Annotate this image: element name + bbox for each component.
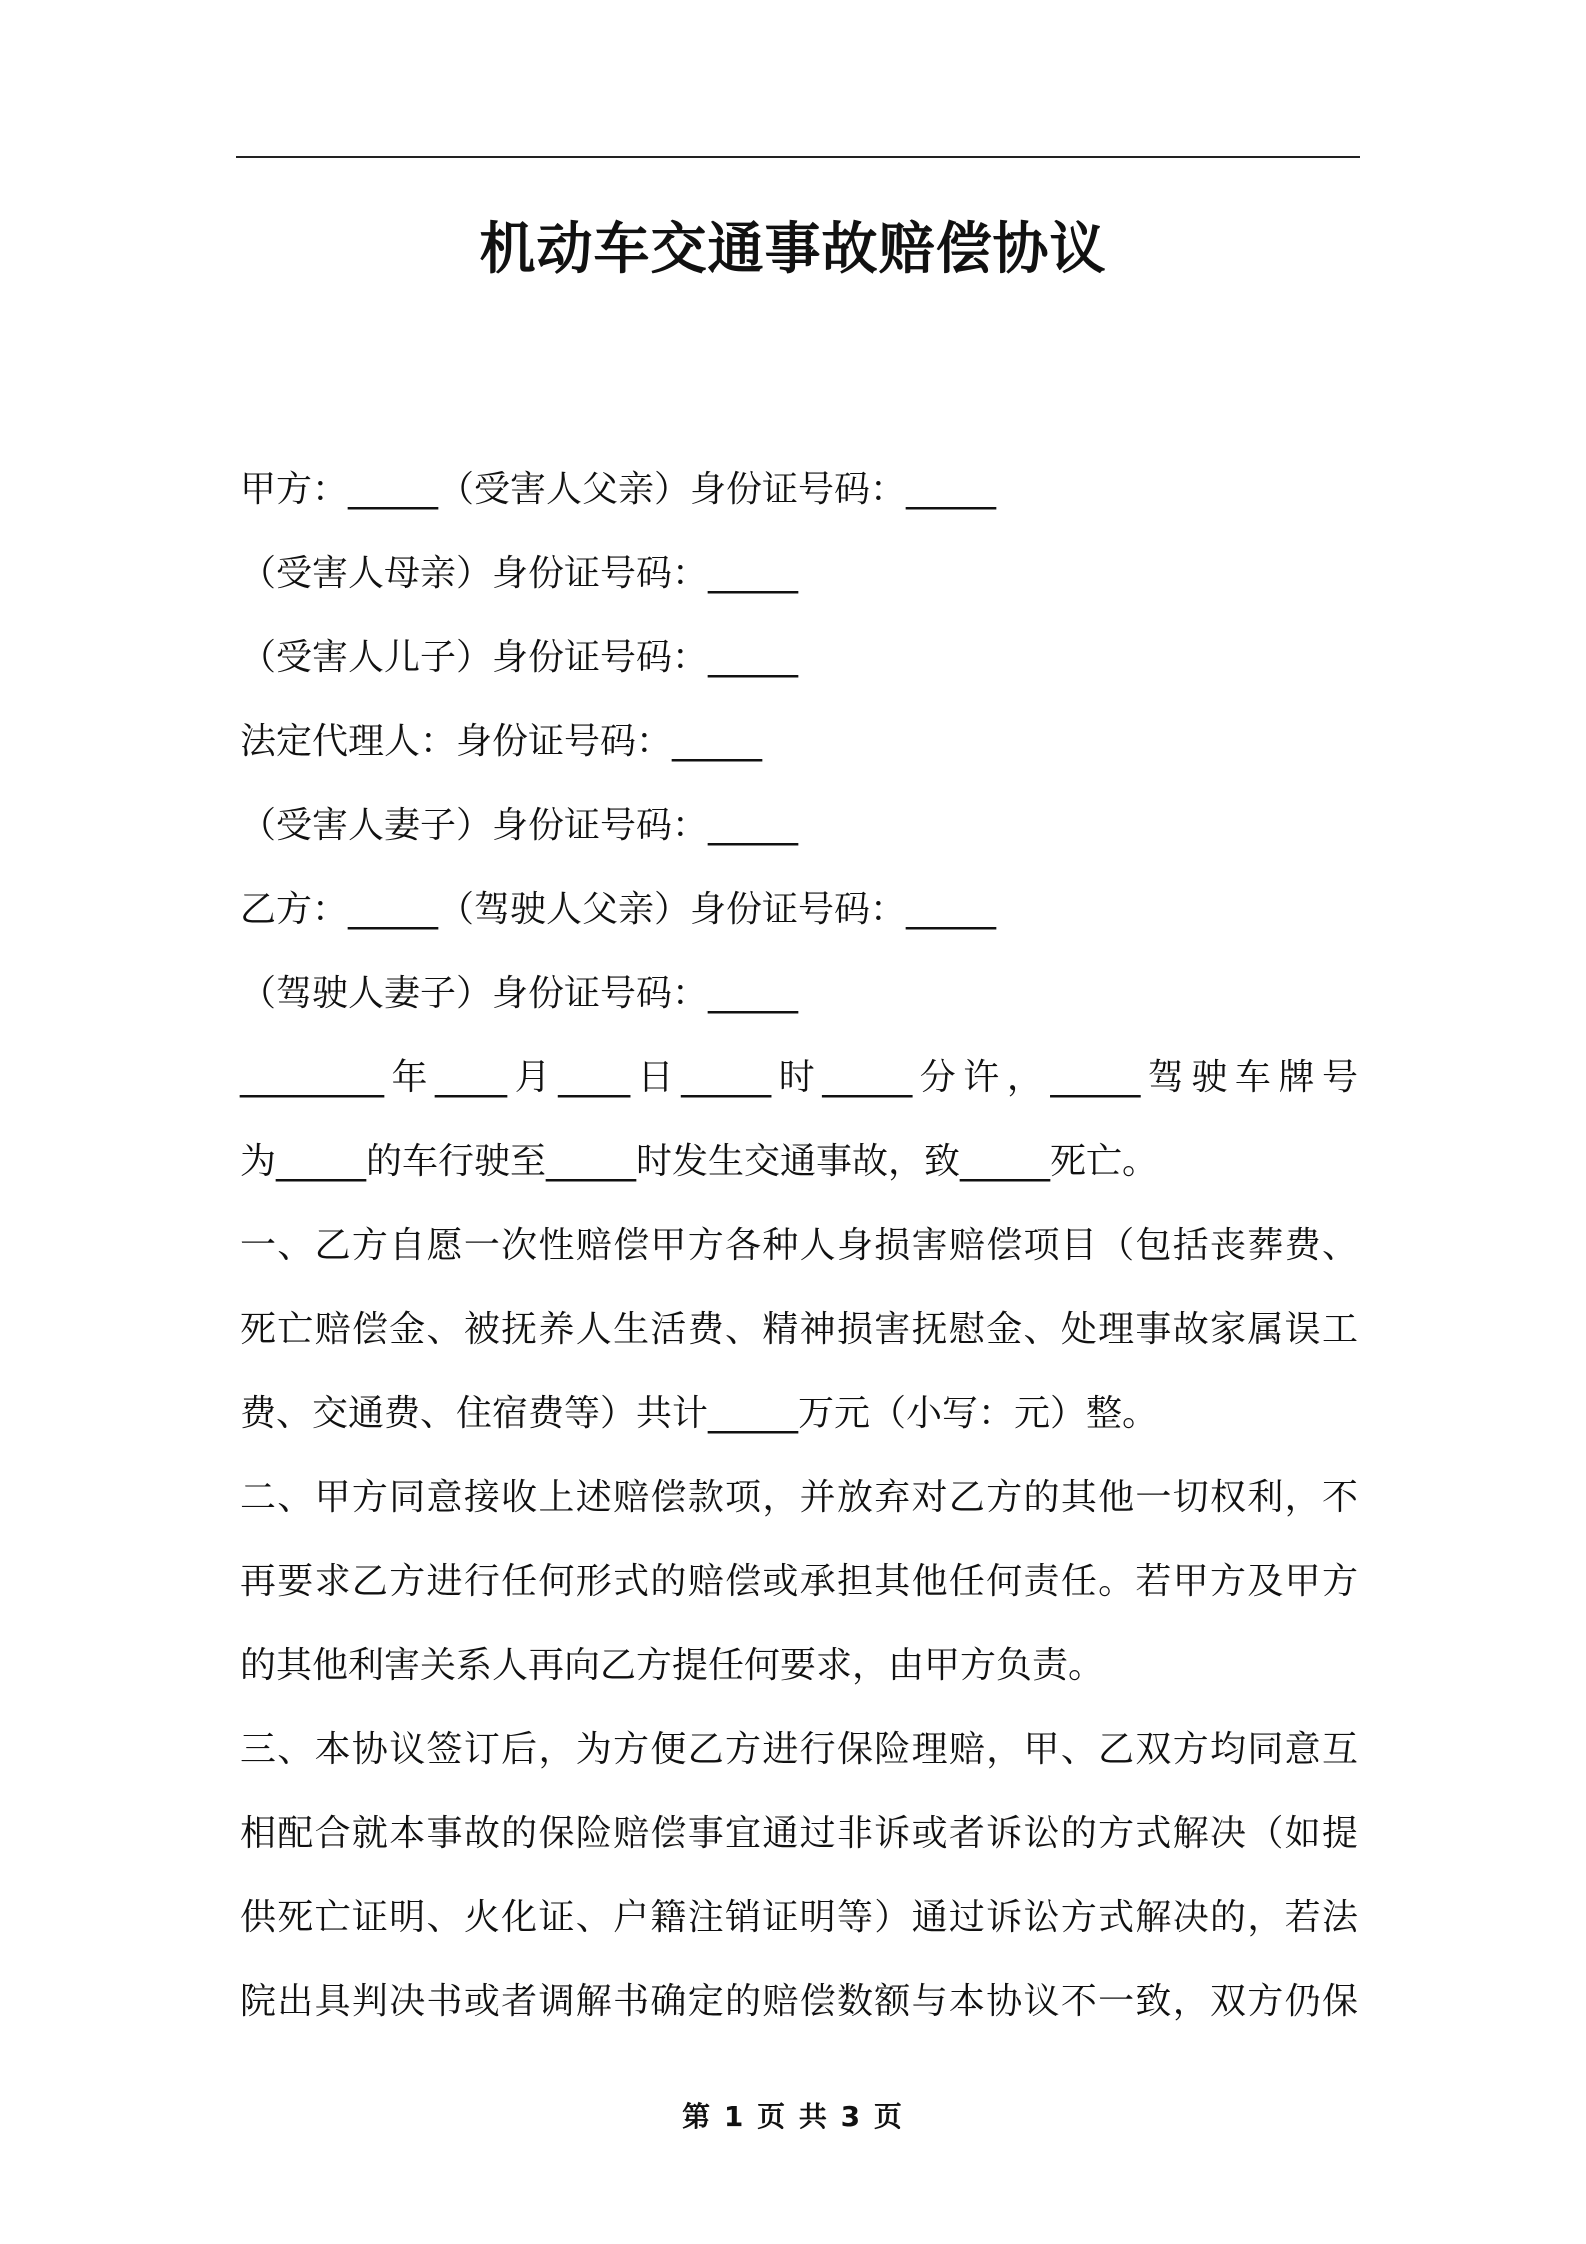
clause-three-line-2: 相配合就本事故的保险赔偿事宜通过非诉或者诉讼的方式解决（如提	[240, 1813, 1358, 1854]
victim-son-line: （受害人儿子）身份证号码：_____	[240, 637, 799, 678]
victim-mother-line: （受害人母亲）身份证号码：_____	[240, 553, 799, 594]
driver-wife-line: （驾驶人妻子）身份证号码：_____	[240, 973, 799, 1014]
clause-three-line-4: 院出具判决书或者调解书确定的赔偿数额与本协议不一致，双方仍保	[240, 1981, 1358, 2022]
header-rule	[236, 156, 1360, 158]
clause-two-line-3: 的其他利害关系人再向乙方提任何要求，由甲方负责。	[240, 1645, 1105, 1686]
accident-time-line: ________年____月____日_____时_____分许，_____驾驶车牌号	[240, 1057, 1358, 1098]
clause-one-line-1: 一、乙方自愿一次性赔偿甲方各种人身损害赔偿项目（包括丧葬费、	[240, 1225, 1358, 1266]
legal-agent-line: 法定代理人：身份证号码：_____	[240, 721, 763, 762]
clause-three-line-3: 供死亡证明、火化证、户籍注销证明等）通过诉讼方式解决的，若法	[240, 1897, 1358, 1938]
clause-one-line-2: 死亡赔偿金、被抚养人生活费、精神损害抚慰金、处理事故家属误工	[240, 1309, 1358, 1350]
clause-three-line-1: 三、本协议签订后，为方便乙方进行保险理赔，甲、乙双方均同意互	[240, 1729, 1358, 1770]
victim-wife-line: （受害人妻子）身份证号码：_____	[240, 805, 799, 846]
party-a-line: 甲方：_____（受害人父亲）身份证号码：_____	[240, 469, 997, 510]
document-title: 机动车交通事故赔偿协议	[479, 217, 1107, 282]
clause-one-line-3: 费、交通费、住宿费等）共计_____万元（小写：元）整。	[240, 1393, 1159, 1434]
party-b-line: 乙方：_____（驾驶人父亲）身份证号码：_____	[240, 889, 997, 930]
clause-two-line-1: 二、甲方同意接收上述赔偿款项，并放弃对乙方的其他一切权利，不	[240, 1477, 1358, 1518]
page-number: 第 1 页 共 3 页	[682, 2100, 904, 2133]
clause-two-line-2: 再要求乙方进行任何形式的赔偿或承担其他任何责任。若甲方及甲方	[240, 1561, 1358, 1602]
accident-place-line: 为_____的车行驶至_____时发生交通事故，致_____死亡。	[240, 1141, 1159, 1182]
agreement-body	[240, 448, 1358, 2044]
